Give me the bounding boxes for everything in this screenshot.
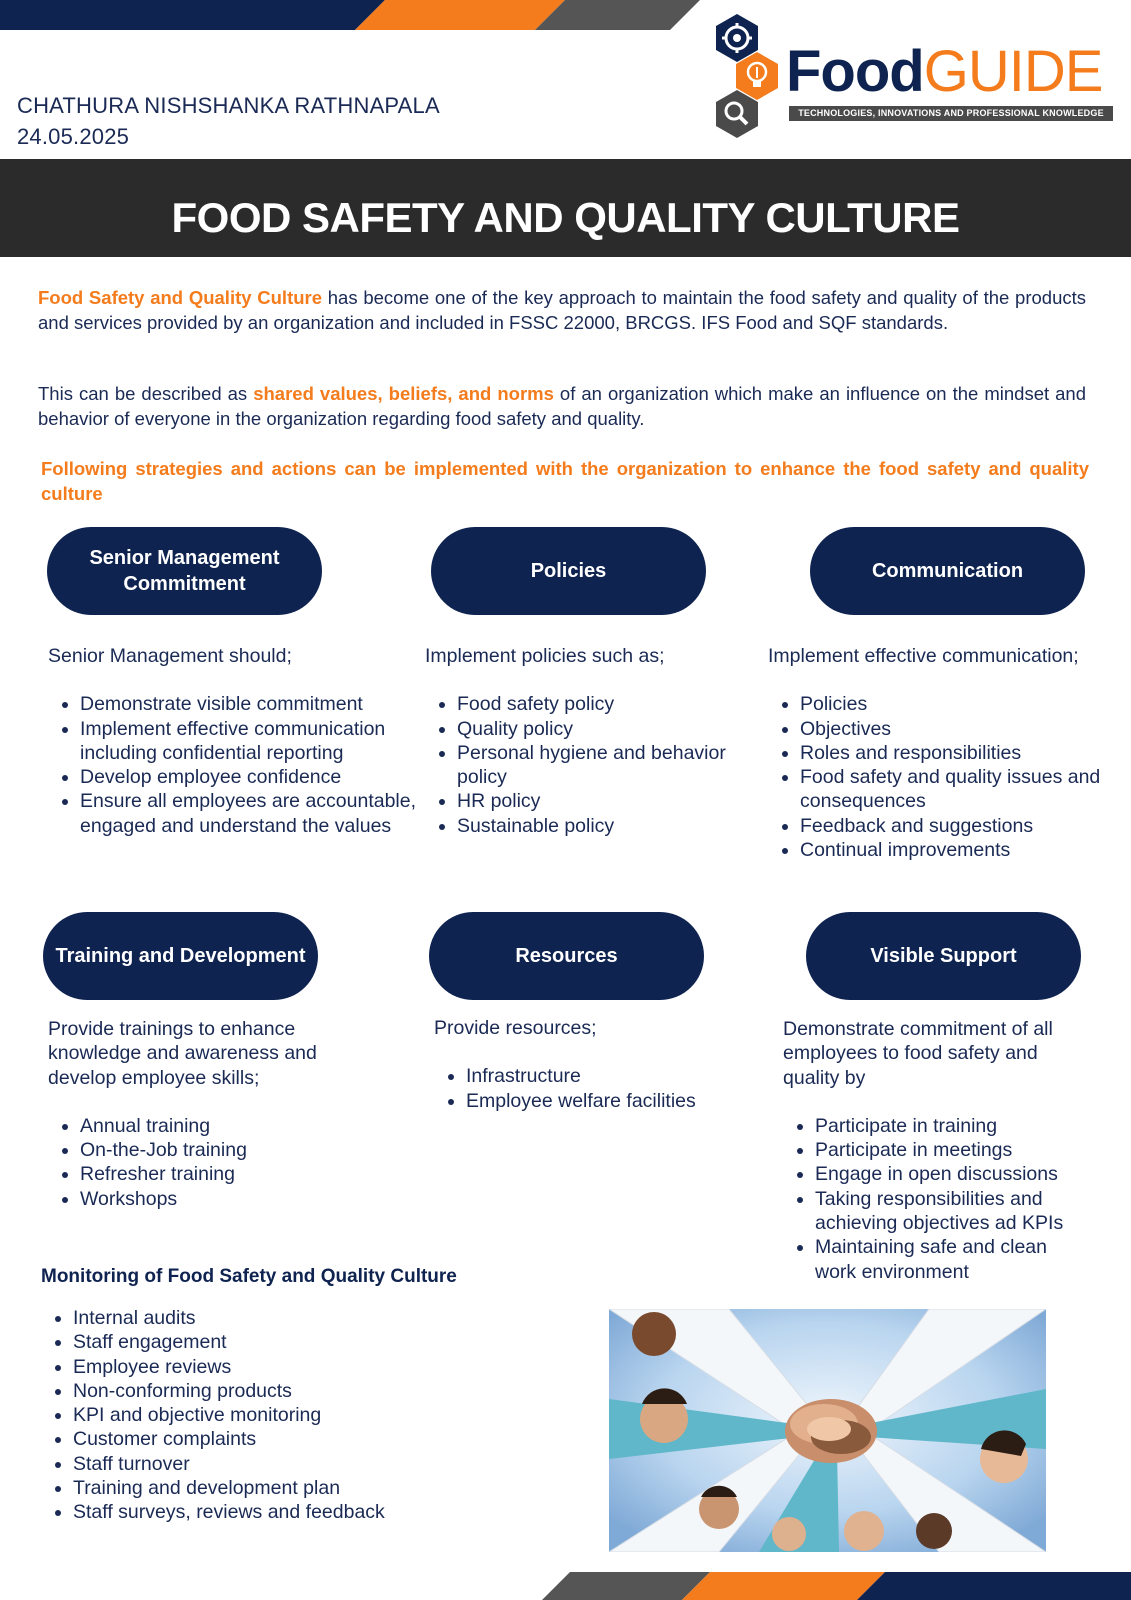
list-item: • Internal audits (73, 1306, 385, 1330)
list-item: • Annual training (80, 1114, 368, 1138)
list-item: • Employee reviews (73, 1355, 385, 1379)
monitoring-title: Monitoring of Food Safety and Quality Culture (41, 1266, 457, 1287)
list-item: • Sustainable policy (457, 814, 755, 838)
section-training (48, 1017, 368, 1211)
list-item: • Taking responsibilities and achieving objectives ad KPIs (815, 1187, 1093, 1236)
pill-resources: Resources (429, 912, 704, 1000)
list-item: • Ensure all employees are accountable, engaged and understand the values (80, 789, 418, 838)
logo-food-text: Food (786, 39, 924, 104)
section-visible-support (783, 1017, 1093, 1284)
list-item: • Participate in training (815, 1114, 1093, 1138)
section-intro: Implement policies such as; (425, 645, 665, 667)
list-item: • Maintaining safe and clean work environment (815, 1235, 1093, 1284)
team-hands-photo (609, 1309, 1046, 1552)
top-decorative-stripe (0, 0, 1131, 30)
section-senior-management (48, 644, 418, 838)
list-item: • Workshops (80, 1187, 368, 1211)
list-item: • Continual improvements (800, 838, 1118, 862)
section-list (48, 1114, 368, 1211)
pill-visible-support: Visible Support (806, 912, 1081, 1000)
section-resources (434, 1016, 754, 1113)
list-item: • Training and development plan (73, 1476, 385, 1500)
list-item: • Roles and responsibilities (800, 741, 1118, 765)
logo-hexagon-icons (712, 12, 792, 140)
list-item: • Employee welfare facilities (466, 1089, 754, 1113)
list-item: • Feedback and suggestions (800, 814, 1118, 838)
pill-policies: Policies (431, 527, 706, 615)
intro-text-1: has become one of the key approach to maintain the food safety and quality of the products and services provided by an organization and included in FSSC 22000, BRCGS. IFS Food and SQF standards. (38, 287, 1086, 333)
bottom-decorative-stripe (0, 1572, 1131, 1600)
intro-highlight-1: Food Safety and Quality Culture (38, 287, 323, 308)
section-list (783, 1114, 1093, 1284)
logo-wordmark (786, 40, 1102, 104)
pill-senior-management: Senior Management Commitment (47, 527, 322, 615)
list-item: • Food safety policy (457, 692, 755, 716)
section-intro: Demonstrate commitment of all employees to food safety and quality by (783, 1018, 1053, 1089)
section-list (48, 692, 418, 838)
section-intro: Provide trainings to enhance knowledge and awareness and develop employee skills; (48, 1018, 317, 1089)
list-item: • Infrastructure (466, 1064, 754, 1088)
author-name: CHATHURA NISHSHANKA RATHNAPALA (17, 93, 440, 118)
list-item: • Non-conforming products (73, 1379, 385, 1403)
section-list (425, 692, 755, 838)
section-policies (425, 644, 755, 838)
pill-training: Training and Development (43, 912, 318, 1000)
section-communication (768, 644, 1118, 862)
list-item: • Demonstrate visible commitment (80, 692, 418, 716)
lightbulb-icon (736, 52, 778, 100)
intro-paragraph-1 (38, 286, 1086, 335)
logo-guide-text: GUIDE (923, 39, 1103, 104)
logo-tagline: TECHNOLOGIES, INNOVATIONS AND PROFESSIONAL KNOWLEDGE (789, 106, 1113, 121)
list-item: • Engage in open discussions (815, 1162, 1093, 1186)
section-intro: Implement effective communication; (768, 645, 1079, 667)
page-title: FOOD SAFETY AND QUALITY CULTURE (171, 194, 960, 241)
list-item: • Participate in meetings (815, 1138, 1093, 1162)
intro-highlight-2: shared values, beliefs, and norms (253, 383, 554, 404)
list-item: • Food safety and quality issues and consequences (800, 765, 1118, 814)
gear-icon (716, 14, 758, 62)
section-intro: Provide resources; (434, 1017, 597, 1039)
list-item: • Refresher training (80, 1162, 368, 1186)
list-item: • Staff turnover (73, 1452, 385, 1476)
list-item: • Develop employee confidence (80, 765, 418, 789)
magnifier-icon (716, 90, 758, 138)
list-item: • On-the-Job training (80, 1138, 368, 1162)
publish-date: 24.05.2025 (17, 124, 130, 149)
author-block (17, 90, 440, 152)
section-list (768, 692, 1118, 862)
list-item: • Implement effective communication including confidential reporting (80, 717, 418, 766)
intro-text-2b: of an organization which make an influence on the mindset and behavior of everyone in the organization regarding food safety and quality. (38, 383, 1087, 429)
list-item: • Customer complaints (73, 1427, 385, 1451)
list-item: • Policies (800, 692, 1118, 716)
list-item: • Objectives (800, 717, 1118, 741)
list-item: • Staff surveys, reviews and feedback (73, 1500, 385, 1524)
section-intro: Senior Management should; (48, 645, 292, 667)
list-item: • Staff engagement (73, 1330, 385, 1354)
list-item: • HR policy (457, 789, 755, 813)
list-item: • Personal hygiene and behavior policy (457, 741, 755, 790)
intro-text-2a: This can be described as (38, 383, 254, 404)
list-item: • KPI and objective monitoring (73, 1403, 385, 1427)
list-item: • Quality policy (457, 717, 755, 741)
strategy-heading: Following strategies and actions can be implemented with the organization to enhance the food safety and quality culture (41, 458, 1089, 504)
monitoring-list (41, 1306, 385, 1525)
section-list (434, 1064, 754, 1113)
pill-communication: Communication (810, 527, 1085, 615)
intro-paragraph-2 (38, 382, 1086, 431)
